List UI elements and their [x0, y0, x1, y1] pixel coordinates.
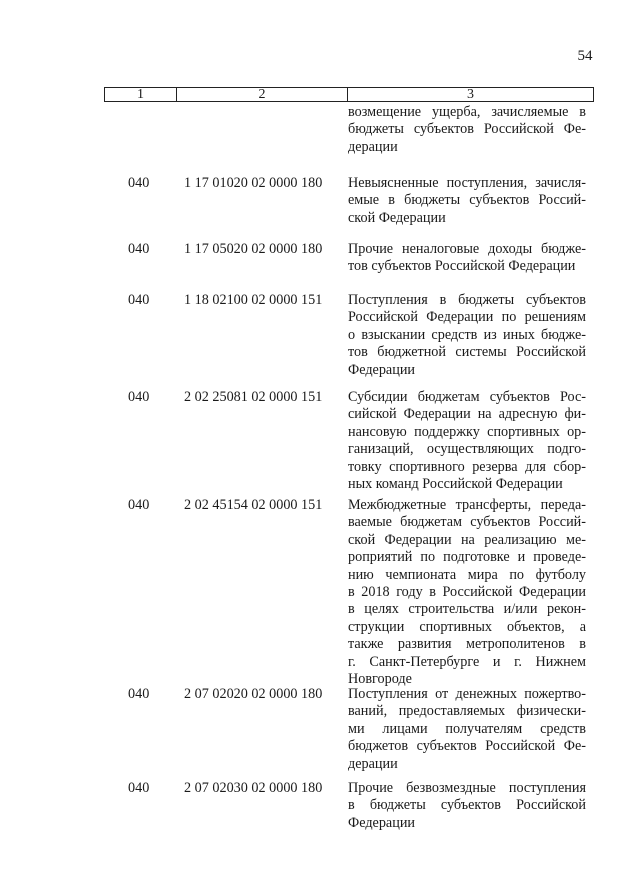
header-col-1: 1	[105, 88, 177, 101]
description-line: ской Федерации	[348, 209, 446, 226]
description-line: Новгороде	[348, 671, 412, 688]
description-line: Поступления от денежных пожертво-	[348, 686, 586, 702]
description-line: ваний, предоставляемых физически-	[348, 703, 586, 720]
description-line: сийской Федерации на адресную фи-	[348, 406, 586, 423]
description-line: ской Федерации на реализацию ме-	[348, 531, 586, 548]
admin-code: 040	[128, 389, 150, 405]
description-line: емые в бюджеты субъектов Россий-	[348, 192, 586, 209]
admin-code: 040	[128, 292, 150, 308]
budget-classification-code: 2 07 02030 02 0000 180	[184, 780, 323, 796]
description-line: ми лицами получателям средств	[348, 720, 586, 737]
description-line: в целях строительства и/или рекон-	[348, 601, 586, 618]
description-line: тов субъектов Российской Федерации	[348, 258, 576, 275]
budget-classification-code: 1 17 05020 02 0000 180	[184, 241, 323, 257]
income-description	[348, 497, 586, 688]
admin-code: 040	[128, 175, 150, 191]
description-line: Межбюджетные трансферты, переда-	[348, 497, 586, 513]
income-description	[348, 389, 586, 493]
description-line: бюджеты субъектов Российской Фе-	[348, 121, 586, 138]
description-line: Прочие безвозмездные поступления	[348, 780, 586, 796]
description-line: также развития метрополитенов в	[348, 636, 586, 653]
income-description	[348, 292, 586, 379]
income-description	[348, 241, 586, 276]
description-line: Российской Федерации по решениям	[348, 309, 586, 326]
description-line: ганизаций, осуществляющих подго-	[348, 441, 586, 458]
income-description	[348, 104, 586, 156]
description-line: товку спортивного резерва для сбор-	[348, 458, 586, 475]
income-description	[348, 175, 586, 227]
admin-code: 040	[128, 241, 150, 257]
budget-classification-code: 1 18 02100 02 0000 151	[184, 292, 323, 308]
budget-classification-code: 2 02 25081 02 0000 151	[184, 389, 323, 405]
description-line: в бюджеты субъектов Российской	[348, 797, 586, 814]
description-line: Прочие неналоговые доходы бюдже-	[348, 241, 586, 257]
description-line: нию чемпионата мира по футболу	[348, 566, 586, 583]
description-line: тов бюджетной системы Российской	[348, 344, 586, 361]
table-header	[104, 87, 594, 102]
description-line: бюджетов субъектов Российской Фе-	[348, 738, 586, 755]
description-line: нансовую поддержку спортивных ор-	[348, 423, 586, 440]
description-line: дерации	[348, 138, 398, 155]
description-line: Поступления в бюджеты субъектов	[348, 292, 586, 308]
page-number: 54	[577, 48, 593, 64]
income-description	[348, 686, 586, 773]
admin-code: 040	[128, 686, 150, 702]
description-line: Федерации	[348, 814, 416, 831]
header-col-2: 2	[177, 88, 348, 101]
description-line: ваемые бюджетам субъектов Россий-	[348, 514, 586, 531]
description-line: ных команд Российской Федерации	[348, 476, 563, 493]
description-line: г. Санкт-Петербурге и г. Нижнем	[348, 653, 586, 670]
description-line: возмещение ущерба, зачисляемые в	[348, 104, 586, 120]
header-col-3: 3	[467, 87, 474, 102]
budget-classification-code: 1 17 01020 02 0000 180	[184, 175, 323, 191]
description-line: струкции спортивных объектов, а	[348, 618, 586, 635]
description-line: Субсидии бюджетам субъектов Рос-	[348, 389, 586, 405]
description-line: Невыясненные поступления, зачисля-	[348, 175, 586, 191]
description-line: о взыскании средств из иных бюдже-	[348, 326, 586, 343]
description-line: Федерации	[348, 361, 416, 378]
description-line: дерации	[348, 755, 398, 772]
budget-classification-code: 2 07 02020 02 0000 180	[184, 686, 323, 702]
admin-code: 040	[128, 497, 150, 513]
budget-classification-code: 2 02 45154 02 0000 151	[184, 497, 323, 513]
admin-code: 040	[128, 780, 150, 796]
description-line: в 2018 году в Российской Федерации	[348, 584, 586, 601]
income-description	[348, 780, 586, 832]
description-line: роприятий по подготовке и проведе-	[348, 549, 586, 566]
